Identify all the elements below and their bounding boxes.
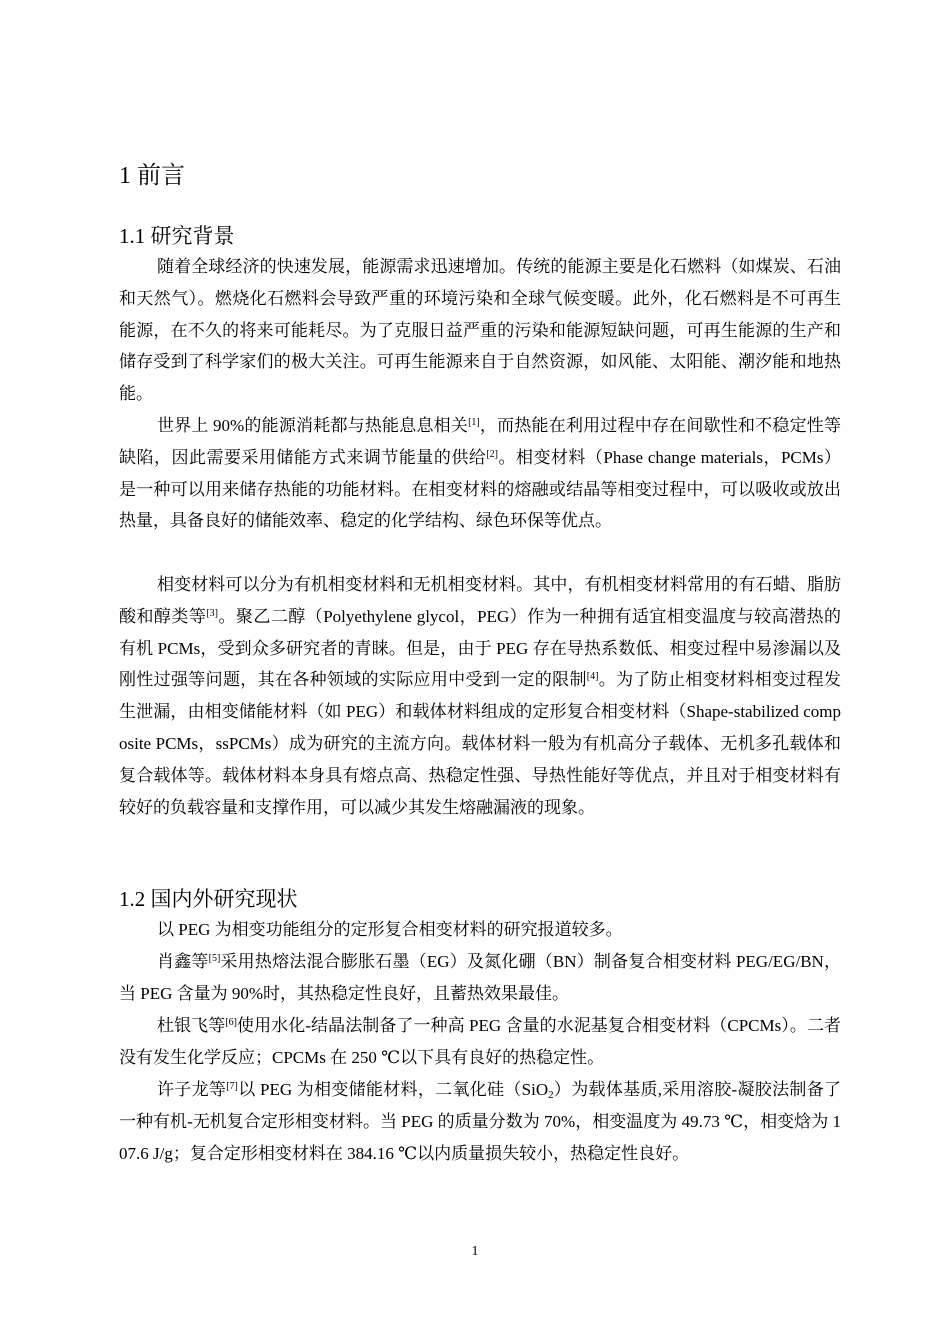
paragraph-text: 随着全球经济的快速发展，能源需求迅速增加。传统的能源主要是化石燃料（如煤炭、石油和天然气）。燃烧化石燃料会导致严重的环境污染和全球气候变暖。此外，化石燃料是不可再生能源，在不久的将来可能耗尽。为了克服日益严重的污染和能源短缺问题，可再生能源的生产和储存受到了科学家们的极大关注。可再生能源来自于自然资源，如风能、太阳能、潮汐能和地热能。 xyxy=(119,257,841,404)
paragraph-energy-demand xyxy=(119,251,841,410)
citation-ref-7: [7] xyxy=(226,1081,238,1092)
paragraph-text: 以 PEG 为相变功能组分的定形复合相变材料的研究报道较多。 xyxy=(157,920,623,939)
paragraph-thermal-energy xyxy=(119,410,841,537)
paragraph-text: ）为载体基质,采用溶胶-凝胶法制备了一种有机-无机复合定形相变材料。当 PEG 的质量分数为 70%，相变温度为 49.73 ℃，相变焓为 107.6 J/g；复合定形相变材料在 384.16 ℃以内质量损失较小，热稳定性良好。 xyxy=(119,1080,841,1163)
paragraph-text: 杜银飞等 xyxy=(157,1016,226,1035)
paragraph-text: 。为了防止相变材料相变过程发生泄漏，由相变储能材料（如 PEG）和载体材料组成的定形复合相变材料（Shape-stabilized composite PCMs，ssPCMs）成为研究的主流方向。载体材料一般为有机高分子载体、无机多孔载体和复合载体等。载体材料本身具有熔点高、热稳定性强、导热性能好等优点，并且对于相变材料有较好的负载容量和支撑作用，可以减少其发生熔融漏液的现象。 xyxy=(119,670,842,817)
paragraph-xiao-xin xyxy=(119,946,841,1010)
paragraph-text: 以 PEG 为相变储能材料，二氧化硅（SiO xyxy=(237,1080,549,1099)
citation-ref-4: [4] xyxy=(586,671,599,683)
paragraph-text: ，而热能在利用过程中存在间歇性和不稳定性等缺陷，因此需要采用储能方式来调节能量的供给 xyxy=(119,416,841,467)
section-heading-research-status: 1.2 国内外研究现状 xyxy=(119,887,298,911)
paragraph-text: 采用热熔法混合膨胀石墨（EG）及氮化硼（BN）制备复合相变材料 PEG/EG/BN，当 PEG 含量为 90%时，其热稳定性良好，且蓄热效果最佳。 xyxy=(119,952,842,1003)
paragraph-peg-intro xyxy=(119,914,841,946)
paragraph-du-yinfei xyxy=(119,1010,841,1074)
citation-ref-1: [1] xyxy=(468,417,480,428)
citation-ref-2: [2] xyxy=(486,448,498,460)
paragraph-text: 世界上 90%的能源消耗都与热能息息相关 xyxy=(157,416,469,435)
subscript-2: 2 xyxy=(548,1089,554,1101)
paragraph-text: 相变材料可以分为有机相变材料和无机相变材料。其中，有机相变材料常用的有石蜡、脂肪酸和醇类等 xyxy=(119,575,841,626)
chapter-heading: 1 前言 xyxy=(119,163,185,189)
paragraph-text: 。相变材料（Phase change materials，PCMs）是一种可以用来储存热能的功能材料。在相变材料的熔融或结晶等相变过程中，可以吸收或放出热量，具备良好的储能效率、稳定的化学结构、绿色环保等优点。 xyxy=(119,447,841,531)
paragraph-pcm-types xyxy=(119,569,841,823)
section-heading-background: 1.1 研究背景 xyxy=(119,224,235,248)
citation-ref-5: [5] xyxy=(208,953,221,964)
paragraph-text: 许子龙等 xyxy=(157,1080,227,1099)
paragraph-text: 。聚乙二醇（Polyethylene glycol，PEG）作为一种拥有适宜相变温度与较高潜热的有机 PCMs，受到众多研究者的青睐。但是，由于 PEG 存在导热系数低、相变过程中易渗漏以及刚性过强等问题，其在各种领域的实际应用中受到一定的限制 xyxy=(119,606,841,690)
citation-ref-6: [6] xyxy=(225,1017,237,1028)
page-number: 1 xyxy=(471,1244,479,1259)
paragraph-text: 肖鑫等 xyxy=(157,952,209,971)
citation-ref-3: [3] xyxy=(206,607,218,619)
paragraph-text: 使用水化-结晶法制备了一种高 PEG 含量的水泥基复合相变材料（CPCMs）。二者没有发生化学反应；CPCMs 在 250 ℃以下具有良好的热稳定性。 xyxy=(119,1016,842,1067)
paragraph-xu-zilong xyxy=(119,1074,841,1169)
